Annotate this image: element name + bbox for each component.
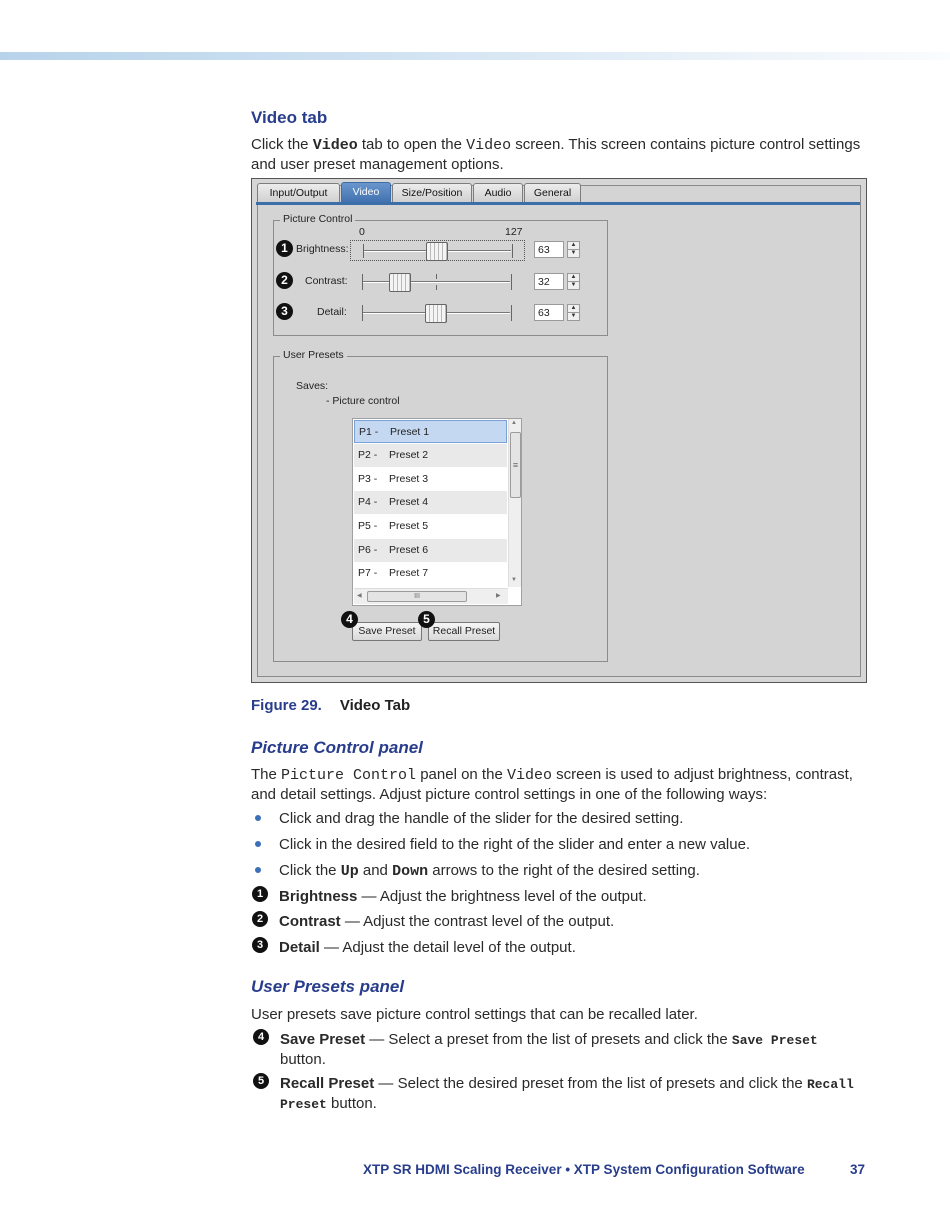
picture-control-paragraph (251, 765, 891, 804)
bullet-icon (255, 815, 261, 821)
body-code: Picture Control (281, 767, 417, 784)
body-code: Down (392, 863, 429, 880)
brightness-slider-handle[interactable] (426, 242, 448, 261)
hscroll-thumb[interactable]: III (367, 591, 467, 602)
preset-name: Preset 7 (389, 567, 429, 579)
body-text: and (358, 862, 393, 879)
callout-5-icon: 5 (418, 611, 435, 628)
item-desc: — Adjust the brightness level of the output. (357, 888, 647, 905)
intro-paragraph (251, 135, 891, 174)
slider-tick (362, 274, 363, 290)
figure-caption (251, 697, 410, 714)
preset-name: Preset 5 (389, 520, 429, 532)
scale-max-label: 127 (505, 226, 523, 238)
tab-input-output[interactable]: Input/Output (257, 183, 340, 203)
callout-4-icon: 4 (253, 1029, 269, 1045)
preset-number: P1 - (359, 426, 379, 438)
numbered-item (279, 912, 614, 931)
body-text: Click the (279, 862, 341, 879)
slider-track (362, 281, 510, 283)
scroll-up-icon[interactable]: ▲ (511, 420, 517, 426)
item-term: Save Preset (280, 1031, 366, 1048)
callout-2-icon: 2 (252, 911, 268, 927)
up-arrow-icon[interactable]: ▲ (570, 305, 577, 311)
brightness-slider[interactable] (350, 240, 525, 261)
list-item[interactable] (354, 468, 507, 491)
footer-text: XTP SR HDMI Scaling Receiver • XTP System Configuration Software (363, 1162, 805, 1177)
callout-5-icon: 5 (253, 1073, 269, 1089)
body-code: Up (340, 863, 359, 880)
callout-2-icon: 2 (276, 272, 293, 289)
bullet-item: Click and drag the handle of the slider for the desired setting. (279, 810, 684, 827)
brightness-label: Brightness: (296, 243, 349, 255)
up-arrow-icon[interactable]: ▲ (570, 242, 577, 248)
user-presets-heading: User Presets panel (251, 977, 405, 996)
contrast-spinner[interactable] (567, 273, 580, 290)
slider-tick (362, 305, 363, 321)
list-item[interactable] (354, 420, 507, 443)
list-item[interactable] (354, 539, 507, 562)
detail-slider[interactable] (350, 303, 523, 322)
detail-spinner[interactable] (567, 304, 580, 321)
callout-1-icon: 1 (276, 240, 293, 257)
slider-tick (436, 285, 437, 290)
scroll-down-icon[interactable]: ▼ (511, 577, 517, 583)
item-term: Recall Preset (280, 1075, 375, 1092)
down-arrow-icon[interactable]: ▼ (568, 249, 579, 257)
body-text: panel on the (416, 766, 507, 783)
detail-label: Detail: (317, 306, 347, 318)
numbered-item (279, 887, 647, 906)
brightness-value-input[interactable]: 63 (534, 241, 564, 258)
intro-code: Video (466, 137, 512, 154)
user-presets-title: User Presets (280, 349, 347, 361)
item-term: Brightness (279, 888, 358, 905)
callout-1-icon: 1 (252, 886, 268, 902)
page-number: 37 (850, 1162, 866, 1177)
list-item[interactable] (354, 562, 507, 585)
bullet-icon (255, 867, 261, 873)
tab-audio[interactable]: Audio (473, 183, 523, 203)
figure-title: Video Tab (339, 697, 411, 714)
item-desc: — Select the desired preset from the list of presets and click the (374, 1075, 807, 1092)
body-text: The (251, 766, 282, 783)
scroll-thumb[interactable]: ≡ (510, 432, 521, 498)
callout-3-icon: 3 (276, 303, 293, 320)
tab-underline (256, 202, 860, 205)
brightness-spinner[interactable] (567, 241, 580, 258)
intro-text: Click the (251, 136, 313, 153)
down-arrow-icon[interactable]: ▼ (568, 281, 579, 289)
body-code: Recall (806, 1077, 854, 1092)
preset-number: P4 - (358, 496, 378, 508)
preset-list[interactable] (352, 418, 522, 606)
body-text-line2: and detail settings. Adjust picture control settings in one of the following ways: (251, 786, 768, 803)
preset-name: Preset 3 (389, 473, 429, 485)
item-desc: — Select a preset from the list of presets and click the (365, 1031, 732, 1048)
tab-general[interactable]: General (524, 183, 581, 203)
scroll-left-icon[interactable]: ◀ (357, 593, 362, 599)
header-bar (0, 52, 950, 60)
saves-item: - Picture control (326, 395, 400, 407)
preset-name: Preset 1 (390, 426, 430, 438)
scroll-right-icon[interactable]: ▶ (496, 593, 501, 599)
contrast-slider[interactable] (350, 272, 523, 291)
callout-3-icon: 3 (252, 937, 268, 953)
save-preset-button[interactable]: Save Preset (352, 622, 422, 641)
user-presets-intro: User presets save picture control settings that can be recalled later. (251, 1006, 698, 1023)
slider-tick (436, 274, 437, 279)
picture-control-title: Picture Control (280, 213, 355, 225)
preset-number: P6 - (358, 544, 378, 556)
tab-size-position[interactable]: Size/Position (392, 183, 472, 203)
scale-min-label: 0 (359, 226, 365, 238)
intro-text: screen. This screen contains picture control settings (511, 136, 861, 153)
detail-slider-handle[interactable] (425, 304, 447, 323)
preset-number: P7 - (358, 567, 378, 579)
tab-video[interactable]: Video (341, 182, 391, 203)
item-desc: — Adjust the detail level of the output. (319, 939, 576, 956)
bullet-icon (255, 841, 261, 847)
numbered-item (280, 1030, 880, 1069)
preset-name: Preset 6 (389, 544, 429, 556)
body-code: Save Preset (731, 1033, 818, 1048)
item-term: Contrast (279, 913, 341, 930)
body-code: Preset (280, 1097, 327, 1112)
recall-preset-button[interactable]: Recall Preset (428, 622, 500, 641)
preset-number: P2 - (358, 449, 378, 461)
section-title: Video tab (251, 108, 328, 127)
item-desc: — Adjust the contrast level of the output. (340, 913, 615, 930)
bullet-item: Click in the desired field to the right of the slider and enter a new value. (279, 836, 751, 853)
preset-number: P5 - (358, 520, 378, 532)
item-desc-line2: button. (326, 1095, 377, 1112)
contrast-value-input[interactable]: 32 (534, 273, 564, 290)
list-item[interactable] (354, 515, 507, 538)
figure-number: Figure 29. (251, 697, 322, 714)
numbered-item (279, 938, 576, 957)
intro-text: tab to open the (357, 136, 467, 153)
slider-tick (363, 244, 364, 258)
picture-control-heading: Picture Control panel (251, 738, 423, 757)
preset-name: Preset 2 (389, 449, 429, 461)
contrast-label: Contrast: (305, 275, 348, 287)
body-code: Video (506, 767, 552, 784)
slider-tick (511, 305, 512, 321)
up-arrow-icon[interactable]: ▲ (570, 274, 577, 280)
preset-number: P3 - (358, 473, 378, 485)
slider-tick (512, 244, 513, 258)
bullet-item (279, 861, 700, 881)
callout-4-icon: 4 (341, 611, 358, 628)
intro-code: Video (312, 137, 358, 154)
horizontal-scrollbar[interactable] (354, 588, 508, 604)
intro-text-line2: and user preset management options. (251, 156, 504, 173)
item-term: Detail (279, 939, 320, 956)
body-text: arrows to the right of the desired setting. (428, 862, 700, 879)
list-item[interactable] (354, 444, 507, 467)
preset-name: Preset 4 (389, 496, 429, 508)
item-desc-line2: button. (280, 1051, 326, 1068)
list-item[interactable] (354, 491, 507, 514)
numbered-item (280, 1074, 880, 1114)
contrast-slider-handle[interactable] (389, 273, 411, 292)
saves-label: Saves: (296, 380, 329, 392)
vertical-scrollbar[interactable] (508, 419, 521, 587)
body-text: screen is used to adjust brightness, contrast, (551, 766, 853, 783)
down-arrow-icon[interactable]: ▼ (568, 312, 579, 320)
slider-tick (511, 274, 512, 290)
detail-value-input[interactable]: 63 (534, 304, 564, 321)
